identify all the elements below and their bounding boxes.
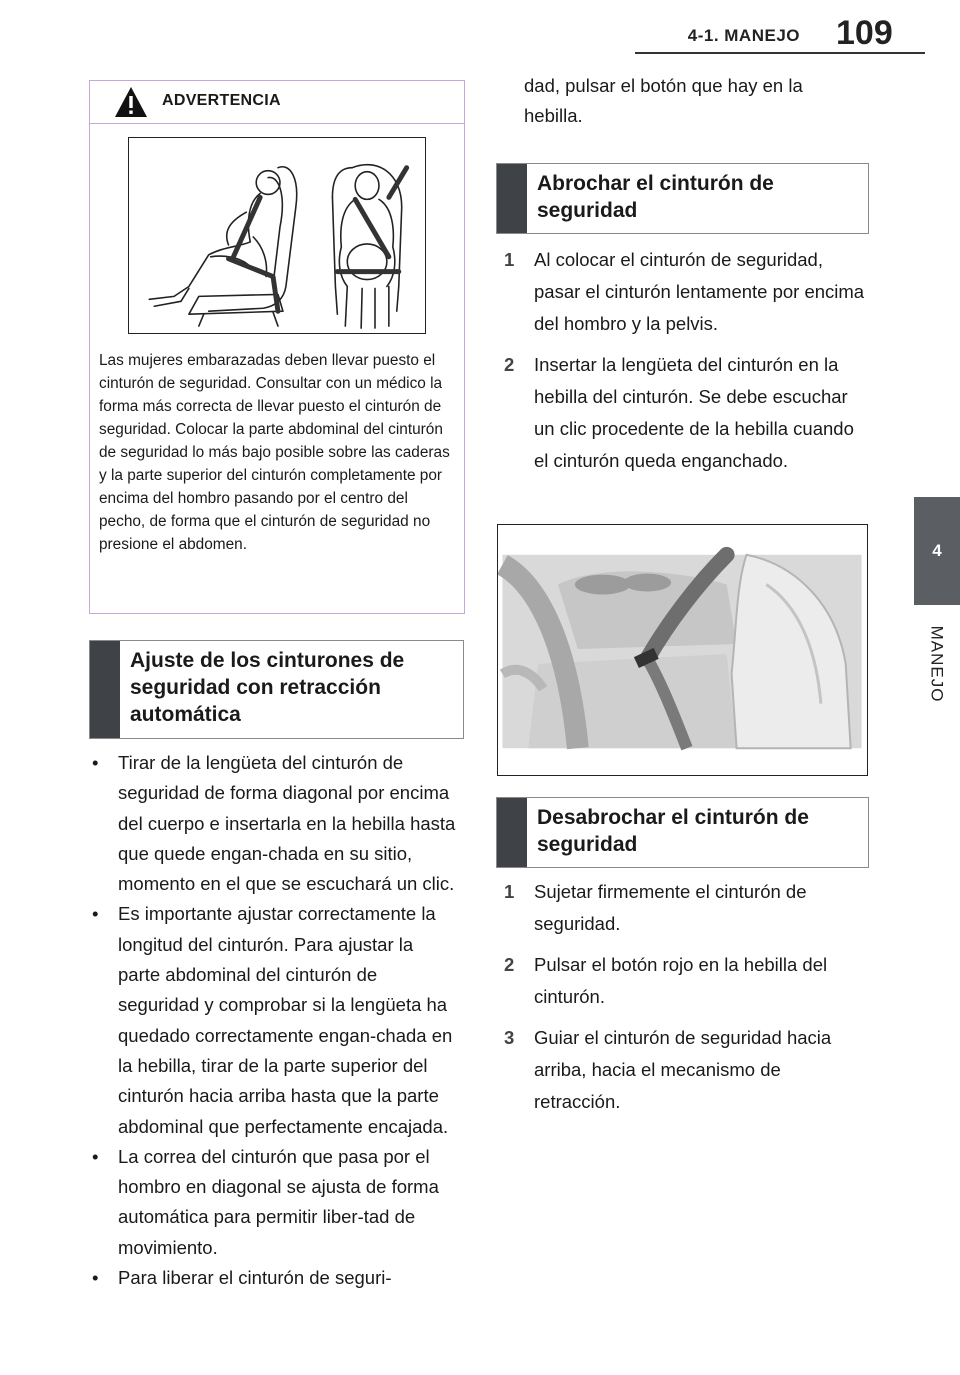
step-text: Al colocar el cinturón de seguridad, pasar el cinturón lentamente por encima del hombro y la pelvis. — [534, 249, 865, 334]
header-rule — [635, 52, 925, 54]
pregnant-seatbelt-illustration — [128, 137, 426, 334]
section-heading-auto-retraction — [89, 640, 464, 739]
warning-text: Las mujeres embarazadas deben llevar puesto el cinturón de seguridad. Consultar con un médico la forma más correcta de llevar puesto el cinturón de seguridad. Colocar la parte abdominal del cinturón de seguridad lo más bajo posible sobre las caderas y la parte superior del cinturón completamente por encima del hombro pasando por el centro del pecho, de forma que el cinturón de seguridad no presione el abdomen. — [99, 352, 450, 553]
chapter-tab — [914, 497, 960, 605]
page-number: 109 — [836, 14, 893, 52]
step-text: Pulsar el botón rojo en la hebilla del cinturón. — [534, 954, 828, 1007]
section-heading-text: Abrochar el cinturón de seguridad — [537, 172, 774, 222]
chapter-label — [912, 614, 960, 714]
section-heading-text: Ajuste de los cinturones de seguridad con retracción automática — [130, 649, 405, 726]
continuation-text: dad, pulsar el botón que hay en la hebilla. — [524, 75, 803, 126]
list-item: • Es importante ajustar correctamente la longitud del cinturón. Para ajustar la parte abdominal del cinturón de seguridad y comprobar si la lengüeta ha quedado correctamente engan-chada en la hebilla, tirar de la parte superior del cinturón hacia arriba hasta que la parte abdominal que perfectamente encajada. — [90, 899, 460, 1141]
warning-header — [90, 81, 464, 124]
list-item: • Para liberar el cinturón de seguri- — [90, 1263, 460, 1293]
section-heading-unfasten — [496, 797, 869, 868]
list-item: • La correa del cinturón que pasa por el hombro en diagonal se ajusta de forma automática para permitir liber-tad de movimiento. — [90, 1142, 460, 1263]
chapter-number: 4 — [932, 541, 942, 560]
unfasten-steps — [496, 876, 870, 1127]
step-item — [496, 876, 870, 940]
step-number: 1 — [504, 249, 515, 270]
bullet-list — [90, 748, 460, 1293]
fasten-steps — [496, 244, 870, 486]
step-number: 2 — [504, 354, 515, 375]
heading-bar — [497, 798, 527, 867]
step-item — [496, 1022, 870, 1118]
step-item — [496, 244, 870, 340]
chapter-label-text: MANEJO — [927, 625, 946, 703]
step-item — [496, 349, 870, 477]
warning-icon — [114, 86, 148, 118]
running-header-section: 4-1. MANEJO — [687, 26, 800, 45]
step-number: 2 — [504, 954, 515, 975]
seatbelt-buckle-photo — [497, 524, 868, 776]
step-text: Sujetar firmemente el cinturón de seguridad. — [534, 881, 807, 934]
section-heading-text: Desabrochar el cinturón de seguridad — [537, 806, 809, 856]
step-text: Insertar la lengüeta del cinturón en la hebilla del cinturón. Se debe escuchar un clic procedente de la hebilla cuando el cinturón queda enganchado. — [534, 354, 854, 471]
section-heading-fasten — [496, 163, 869, 234]
heading-bar — [90, 641, 120, 738]
list-item: • Tirar de la lengüeta del cinturón de seguridad de forma diagonal por encima del cuerpo e insertarla en la hebilla hasta que quede engan-chada en su sitio, momento en el que se escuchará un clic. — [90, 748, 460, 899]
warning-title: ADVERTENCIA — [162, 92, 281, 109]
step-number: 1 — [504, 881, 515, 902]
step-item — [496, 949, 870, 1013]
step-number: 3 — [504, 1027, 515, 1048]
heading-bar — [497, 164, 527, 233]
step-text: Guiar el cinturón de seguridad hacia arriba, hacia el mecanismo de retracción. — [534, 1027, 832, 1112]
warning-box — [89, 80, 465, 614]
